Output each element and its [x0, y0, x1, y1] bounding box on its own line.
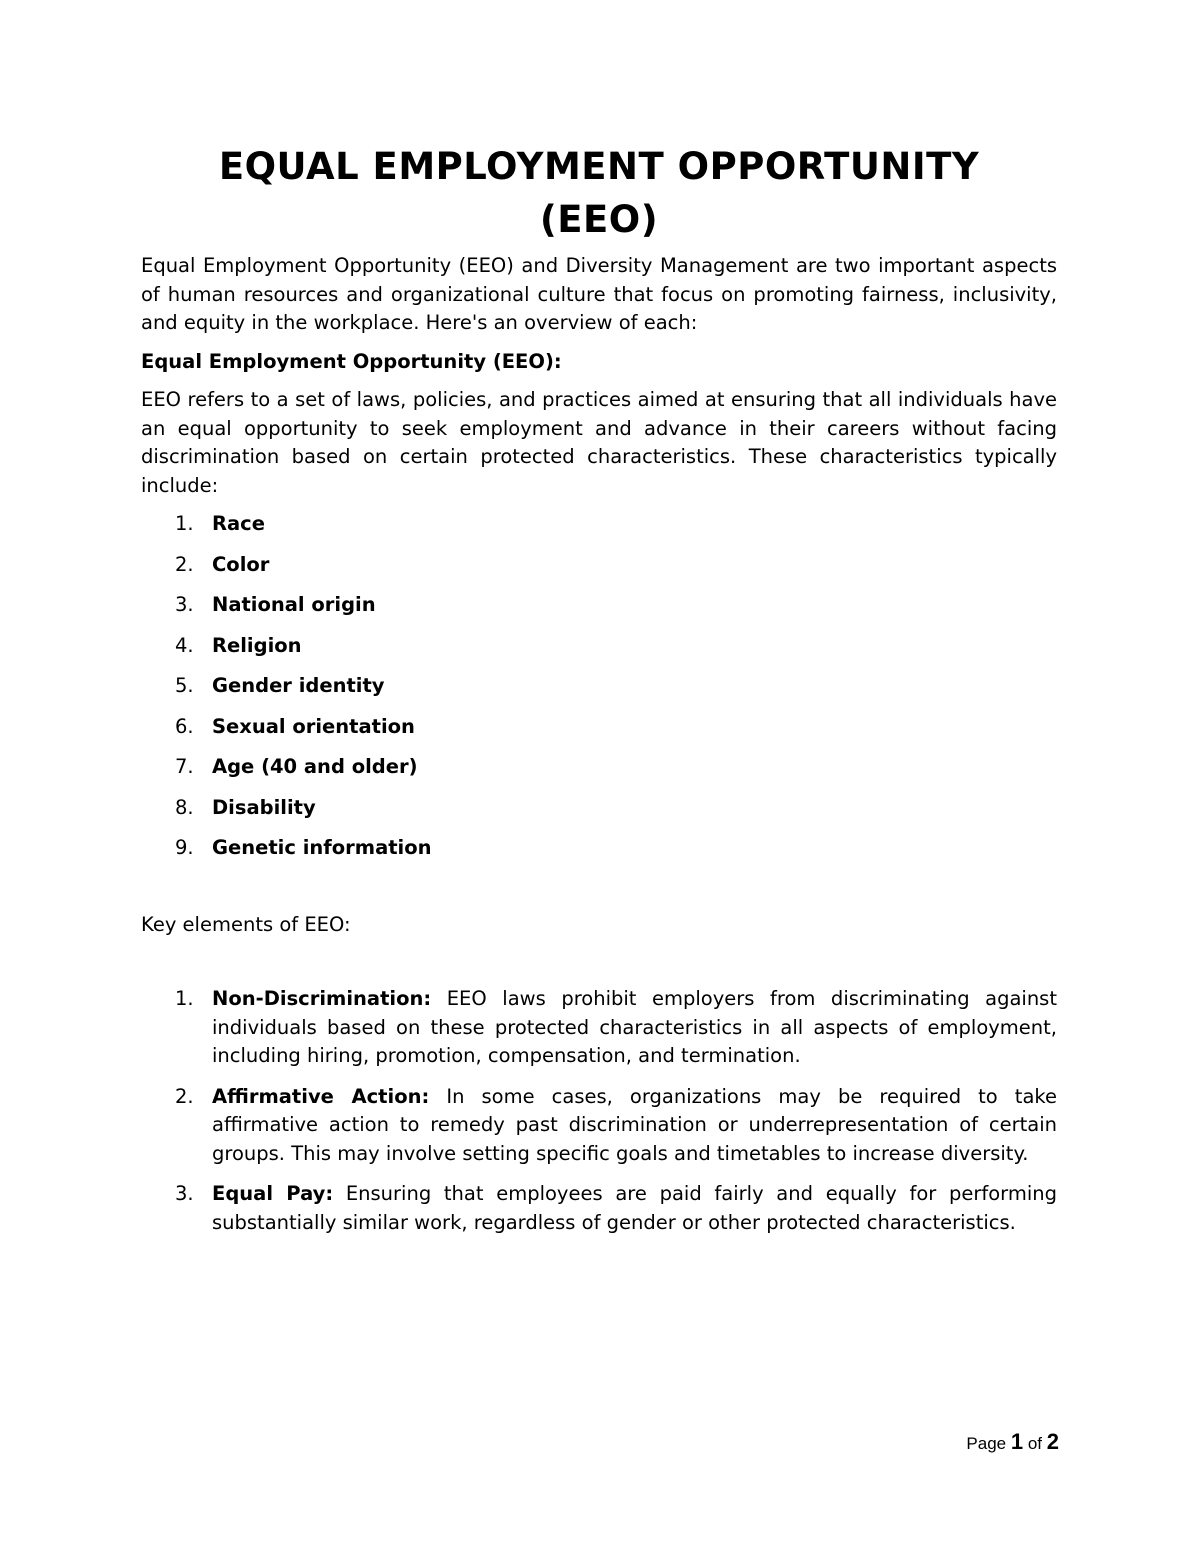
list-number: 3.	[175, 1182, 194, 1205]
list-number: 3.	[175, 593, 194, 616]
list-item-label: Religion	[212, 633, 302, 657]
element-text: EEO laws prohibit employers from discriminating against individuals based on these protected characteristics in all aspects of employment, including hiring, promotion, compensation, and termination.	[212, 987, 1057, 1067]
element-text: Ensuring that employees are paid fairly and equally for performing substantially similar work, regardless of gender or other protected characteristics.	[212, 1182, 1057, 1234]
list-number: 8.	[175, 795, 194, 819]
page-word: Page	[966, 1434, 1007, 1453]
list-number: 1.	[175, 987, 194, 1010]
list-item-label: Color	[212, 552, 270, 576]
list-item-label: Genetic information	[212, 836, 432, 859]
key-elements-label: Key elements of EEO:	[141, 912, 351, 936]
list-item	[141, 632, 1057, 661]
element-text: In some cases, organizations may be required to take affirmative action to remedy past discrimination or underrepresentation of certain groups. This may involve setting specific goals and timetables to increase diversity.	[212, 1084, 1057, 1165]
document-title	[141, 140, 1057, 246]
total-page-number: 2	[1046, 1429, 1059, 1454]
title-line-2: (EEO)	[539, 198, 659, 241]
document-page	[141, 140, 1057, 1249]
title-line-1: EQUAL EMPLOYMENT OPPORTUNITY	[218, 145, 980, 188]
list-item-label: Race	[212, 512, 265, 535]
list-item-label: National origin	[212, 593, 376, 616]
element-term: Equal Pay:	[212, 1182, 334, 1205]
list-item	[141, 510, 1057, 539]
element-term: Non-Discrimination:	[212, 987, 432, 1010]
list-item	[141, 1083, 1057, 1169]
list-number: 2.	[175, 552, 194, 576]
list-number: 7.	[175, 755, 194, 778]
list-item	[141, 794, 1057, 823]
intro-paragraph: Equal Employment Opportunity (EEO) and Diversity Management are two important aspects of human resources and organizational culture that focus on promoting fairness, inclusivity, and equity in the workplace. Here's an overview of each:	[141, 254, 1057, 334]
current-page-number: 1	[1010, 1429, 1024, 1454]
list-number: 6.	[175, 714, 194, 738]
list-item	[141, 551, 1057, 580]
list-item	[141, 672, 1057, 701]
characteristics-list	[141, 510, 1057, 863]
of-word: of	[1027, 1434, 1043, 1453]
list-item-label: Disability	[212, 795, 316, 819]
list-item	[141, 1180, 1057, 1237]
key-elements-list	[141, 985, 1057, 1237]
list-number: 5.	[175, 674, 194, 697]
list-item	[141, 753, 1057, 782]
list-item-label: Sexual orientation	[212, 714, 415, 738]
list-item	[141, 591, 1057, 620]
section-paragraph: EEO refers to a set of laws, policies, and practices aimed at ensuring that all individuals have an equal opportunity to seek employment and advance in their careers without facing discrimination based on certain protected characteristics. These characteristics typically include:	[141, 388, 1057, 497]
list-item	[141, 713, 1057, 742]
page-footer	[966, 1428, 1059, 1458]
list-item	[141, 985, 1057, 1071]
list-number: 2.	[175, 1084, 194, 1108]
list-item-label: Age (40 and older)	[212, 755, 418, 778]
element-term: Affirmative Action:	[212, 1084, 430, 1108]
list-number: 9.	[175, 836, 194, 859]
section-heading: Equal Employment Opportunity (EEO):	[141, 349, 562, 373]
list-number: 1.	[175, 512, 194, 535]
list-number: 4.	[175, 633, 194, 657]
list-item	[141, 834, 1057, 863]
list-item-label: Gender identity	[212, 674, 385, 697]
